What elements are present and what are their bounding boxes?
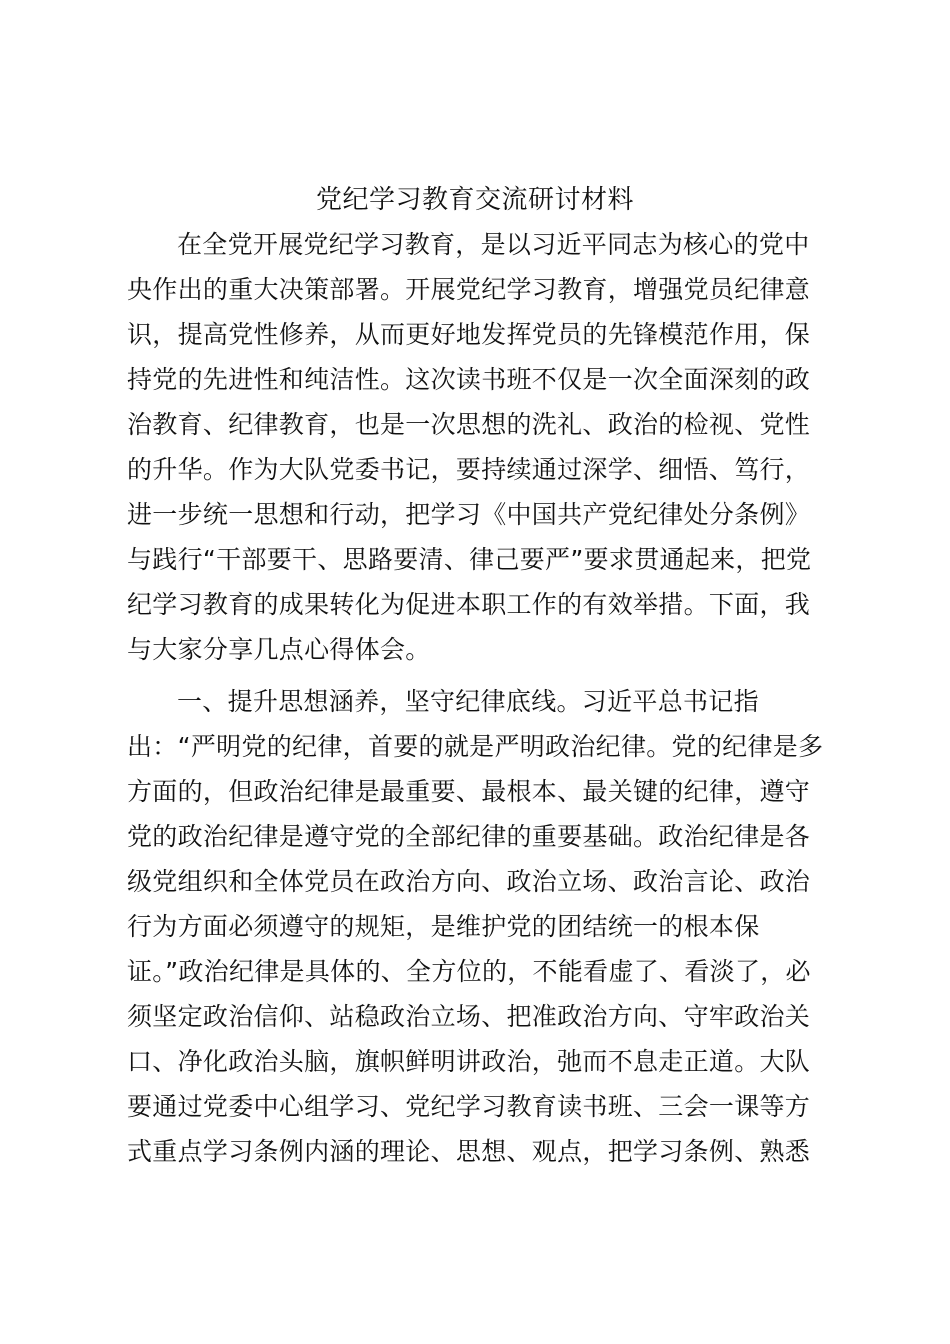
text-line: 级党组织和全体党员在政治方向、政治立场、政治言论、政治 <box>127 867 811 896</box>
paragraph-2 <box>127 679 827 1174</box>
paragraph-1 <box>127 222 827 672</box>
text-line: 识，提高党性修养，从而更好地发挥党员的先锋模范作用，保 <box>127 320 811 349</box>
text-line: 一、提升思想涵养，坚守纪律底线。习近平总书记指 <box>177 687 759 716</box>
text-line: 出：“严明党的纪律，首要的就是严明政治纪律。党的纪律是多 <box>127 732 824 761</box>
text-line: 在全党开展党纪学习教育，是以习近平同志为核心的党中 <box>177 230 810 259</box>
text-line: 治教育、纪律教育，也是一次思想的洗礼、政治的检视、党性 <box>127 410 811 439</box>
text-line: 央作出的重大决策部署。开展党纪学习教育，增强党员纪律意 <box>127 275 811 304</box>
paragraph-gap <box>127 672 827 679</box>
text-line: 党的政治纪律是遵守党的全部纪律的重要基础。政治纪律是各 <box>127 822 811 851</box>
text-line: 口、净化政治头脑，旗帜鲜明讲政治，弛而不息走正道。大队 <box>127 1047 811 1076</box>
text-line: 式重点学习条例内涵的理论、思想、观点，把学习条例、熟悉 <box>127 1137 811 1166</box>
text-line: 与大家分享几点心得体会。 <box>127 635 431 664</box>
text-line: 的升华。作为大队党委书记，要持续通过深学、细悟、笃行， <box>127 455 811 484</box>
document-body <box>127 222 827 1174</box>
text-line: 持党的先进性和纯洁性。这次读书班不仅是一次全面深刻的政 <box>127 365 811 394</box>
text-line: 须坚定政治信仰、站稳政治立场、把准政治方向、守牢政治关 <box>127 1002 811 1031</box>
text-line: 方面的，但政治纪律是最重要、最根本、最关键的纪律，遵守 <box>127 777 811 806</box>
text-line: 行为方面必须遵守的规矩，是维护党的团结统一的根本保 <box>127 912 760 941</box>
document-title: 党纪学习教育交流研讨材料 <box>315 185 634 215</box>
text-line: 纪学习教育的成果转化为促进本职工作的有效举措。下面，我 <box>127 590 811 619</box>
text-line: 与践行“干部要干、思路要清、律己要严”要求贯通起来，把党 <box>127 545 812 574</box>
text-line: 进一步统一思想和行动，把学习《中国共产党纪律处分条例》 <box>127 500 811 529</box>
text-line: 要通过党委中心组学习、党纪学习教育读书班、三会一课等方 <box>127 1092 811 1121</box>
text-line: 证。”政治纪律是具体的、全方位的，不能看虚了、看淡了，必 <box>127 957 811 986</box>
